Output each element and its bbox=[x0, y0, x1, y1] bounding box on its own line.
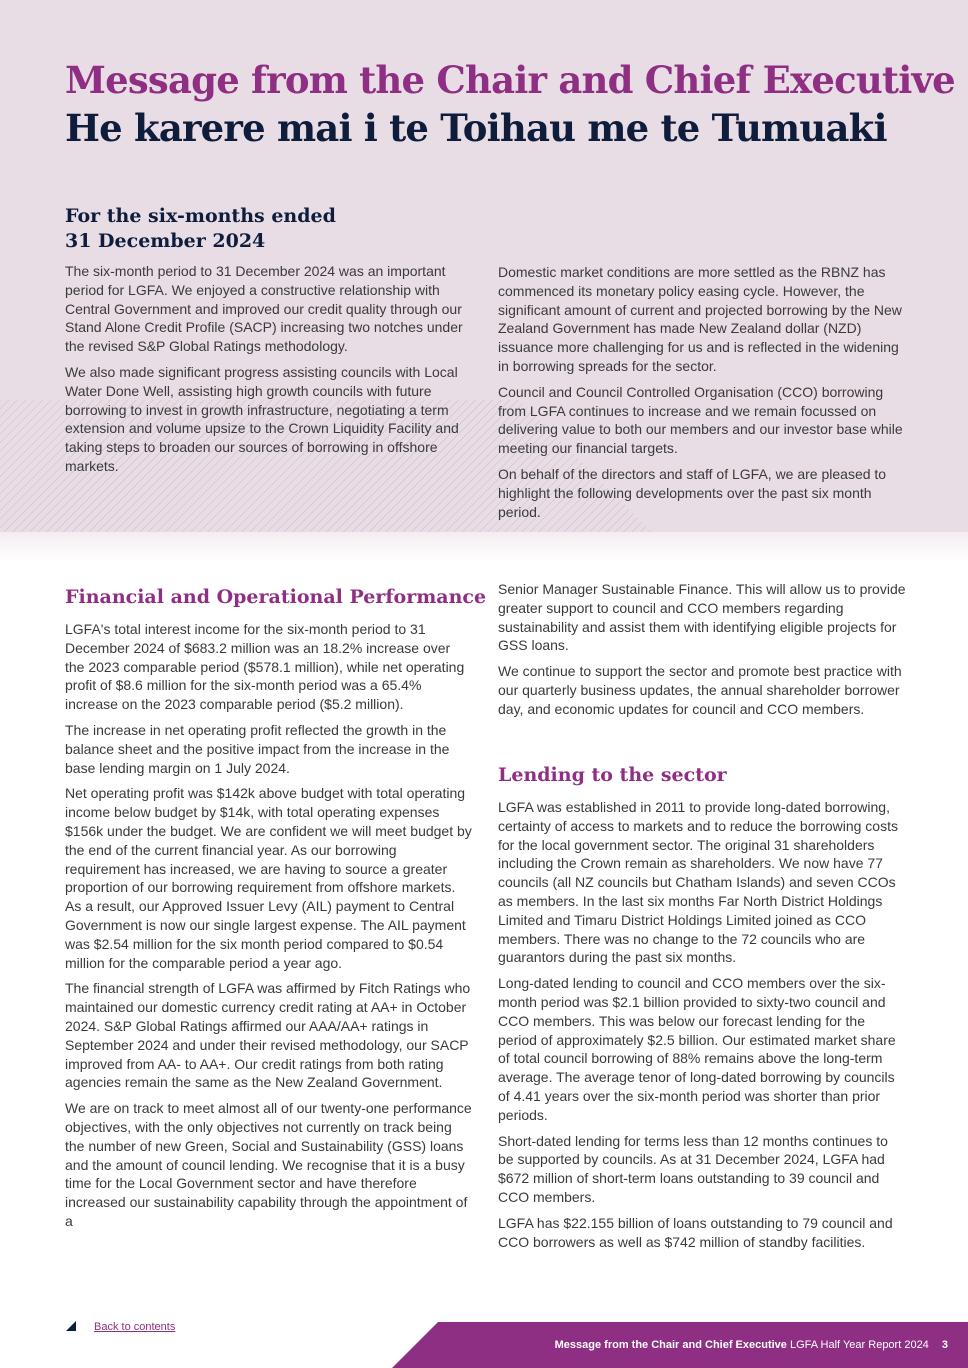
footer-text bbox=[555, 1339, 948, 1351]
paragraph: On behalf of the directors and staff of LGFA, we are pleased to highlight the following developments over the past six month period. bbox=[498, 465, 887, 520]
paragraph: We also made significant progress assisting councils with Local Water Done Well, assisting high growth councils with future borrowing to invest in growth infrastructure, negotiating a term extension and volume upsize to the Crown Liquidity Facility and taking steps to broaden our sources of borrowing in offshore markets. bbox=[65, 363, 459, 474]
paragraph: The financial strength of LGFA was affirmed by Fitch Ratings who maintained our domestic currency credit rating at AA+ in October 2024. S&P Global Ratings affirmed our AAA/AA+ ratings in September 2024 and under their revised methodology, our SACP improved from AA- to AA+. Our credit ratings from both rating agencies remain the same as the New Zealand Government. bbox=[65, 980, 471, 1091]
band-fade bbox=[0, 532, 968, 562]
paragraph: LGFA's total interest income for the six-month period to 31 December 2024 of $683.2 million was an 18.2% increase over the 2023 comparable period ($578.1 million), while net operating profit of $8.6 million for the six-month period was a 65.4% increase on the 2023 comparable period ($5.2 million). bbox=[65, 621, 465, 713]
page-title: Message from the Chair and Chief Executive bbox=[65, 58, 955, 102]
paragraph: LGFA was established in 2011 to provide long-dated borrowing, certainty of access to markets and to reduce the borrowing costs for the local government sector. The original 31 shareholders including the Crown remain as shareholders. We now have 77 councils (all NZ councils but Chatham Islands) and seven CCOs as members. In the last six months Far North District Holdings Limited and Timaru District Holdings Limited joined as CCO members. There was no change to the 72 councils who are guarantors during the past six months. bbox=[498, 799, 898, 966]
footer-report-name: LGFA Half Year Report 2024 bbox=[789, 1339, 929, 1351]
paragraph: Senior Manager Sustainable Finance. This will allow us to provide greater support to council and CCO members regarding sustainability and assist them with identifying eligible projects for GSS loans. bbox=[498, 581, 906, 654]
intro-left-column bbox=[65, 262, 473, 483]
paragraph: Net operating profit was $142k above budget with total operating income below budget by $14k, with total operating expenses $156k under the budget. We are confident we will meet budget by the end of the current financial year. As our borrowing requirement has increased, we are having to source a greater proportion of our borrowing requirement from offshore markets. As a result, our Approved Issuer Levy (AIL) payment to Central Government is now our single largest expense. The AIL payment was $2.54 million for the six month period compared to $0.54 million for the comparable period a year ago. bbox=[65, 785, 472, 971]
section-heading-financial: Financial and Operational Performance bbox=[65, 586, 487, 608]
back-to-contents-link[interactable] bbox=[66, 1321, 175, 1333]
paragraph: Short-dated lending for terms less than 12 months continues to be supported by councils. As at 31 December 2024, LGFA had $672 million of short-term loans outstanding to 39 council and CCO members. bbox=[498, 1132, 888, 1205]
paragraph: We are on track to meet almost all of our twenty-one performance objectives, with the only objectives not currently on track being the number of new Green, Social and Sustainability (GSS) loans and the amount of council lending. We recognise that it is a busy time for the Local Government sector and have therefore increased our sustainability capability through the appointment of a bbox=[65, 1100, 472, 1229]
paragraph: Domestic market conditions are more settled as the RBNZ has commenced its monetary policy easing cycle. However, the significant amount of current and projected borrowing by the New Zealand Government has made New Zealand dollar (NZD) issuance more challenging for us and is reflected in the widening in borrowing spreads for the sector. bbox=[498, 264, 902, 374]
section-heading-lending: Lending to the sector bbox=[498, 764, 727, 786]
paragraph: Council and Council Controlled Organisation (CCO) borrowing from LGFA continues to increase and we remain focussed on delivering value to both our members and our investor base while meeting our financial targets. bbox=[498, 383, 903, 457]
paragraph: LGFA has $22.155 billion of loans outstanding to 79 council and CCO borrowers as well as $742 million of standby facilities. bbox=[498, 1214, 893, 1250]
page-title-maori: He karere mai i te Toihau me te Tumuaki bbox=[65, 106, 887, 150]
page-number: 3 bbox=[941, 1339, 948, 1351]
back-link-label: Back to contents bbox=[94, 1321, 176, 1333]
lending-section bbox=[498, 762, 906, 1258]
paragraph: We continue to support the sector and promote best practice with our quarterly business updates, the annual shareholder borrower day, and economic updates for council and CCO members. bbox=[498, 663, 902, 717]
footer-section-name: Message from the Chair and Chief Executive bbox=[554, 1339, 787, 1351]
subheading-line-1: For the six-months ended bbox=[65, 205, 336, 227]
paragraph: The increase in net operating profit reflected the growth in the balance sheet and the positive impact from the increase in the base lending margin on 1 July 2024. bbox=[65, 721, 450, 776]
financial-continued bbox=[498, 580, 906, 726]
financial-section bbox=[65, 584, 487, 1238]
subheading-line-2: 31 December 2024 bbox=[65, 230, 266, 252]
triangle-icon bbox=[66, 1321, 76, 1331]
paragraph: Long-dated lending to council and CCO members over the six-month period was $2.1 billion provided to sixty-two council and CCO members. This was below our forecast lending for the period of approximately $2.5 billion. Our estimated market share of total council borrowing of 88% remains above the long-term average. The average tenor of long-dated borrowing by councils of 4.41 years over the six-month period was shorter than prior periods. bbox=[498, 975, 896, 1123]
intro-right-column bbox=[498, 263, 906, 528]
paragraph: The six-month period to 31 December 2024 was an important period for LGFA. We enjoyed a constructive relationship with Central Government and improved our credit quality through our Stand Alone Credit Profile (SACP) increasing two notches under the revised S&P Global Ratings methodology. bbox=[65, 263, 463, 355]
period-subheading bbox=[65, 204, 336, 254]
